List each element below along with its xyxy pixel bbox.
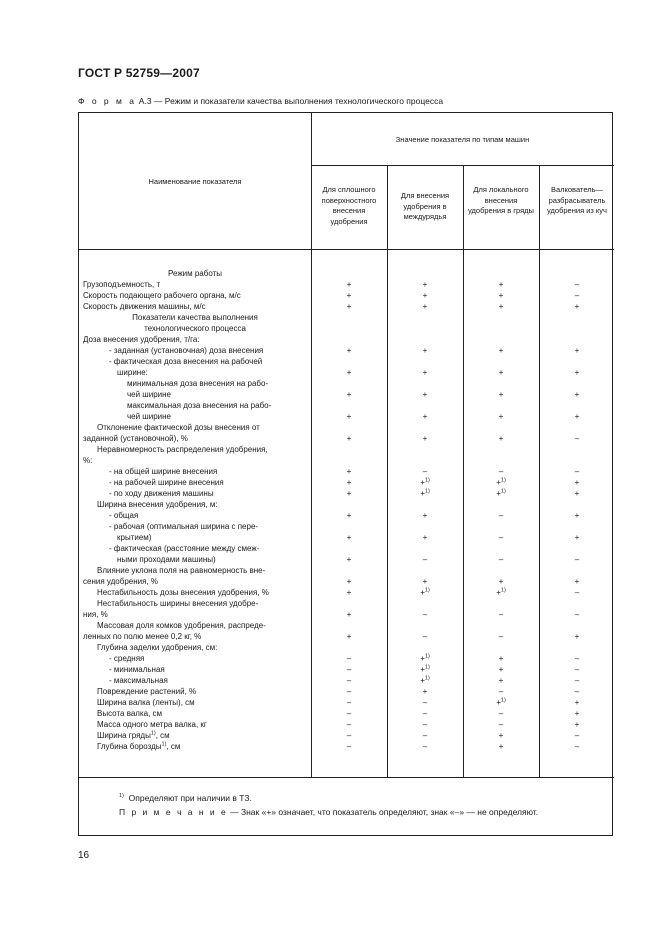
indicator-value: – [422,731,428,740]
indicator-label: минимальная доза внесения на рабо- [127,379,269,388]
table-row [79,301,614,312]
indicator-label: - по ходу движения машины [109,489,214,498]
indicator-label: Глубина заделки удобрения, см: [97,643,218,652]
indicator-value: + [346,632,352,641]
indicator-label: максимальная доза внесения на рабо- [127,401,272,410]
indicator-value: + [498,302,504,311]
indicator-value: + [422,533,428,542]
indicator-value: +$^{1)}$ [420,477,430,487]
table-row [79,675,614,686]
indicator-value: – [574,676,580,685]
indicator-value: + [498,346,504,355]
indicator-label: Ширина гряды$^{1)}$, см [97,730,170,740]
indicator-value: – [498,687,504,696]
indicator-value: + [574,533,580,542]
indicator-value: + [346,511,352,520]
indicator-label: Отклонение фактической дозы внесения от [97,423,260,432]
table-row [79,499,614,510]
indicator-value: – [422,555,428,564]
indicator-label: ленных по полю менее 0,2 кг, % [83,632,202,641]
table-row [79,323,614,334]
indicator-value: + [346,610,352,619]
indicator-label: Глубина борозды$^{1)}$, см [97,741,181,751]
indicator-value: + [574,412,580,421]
indicator-value: +$^{1)}$ [420,653,430,663]
table-row [79,312,614,323]
indicator-value: +$^{1)}$ [420,488,430,498]
section-heading: технологического процесса [144,324,246,333]
indicator-value: – [574,588,580,597]
indicator-label: - максимальная [109,676,168,685]
table-row [79,334,614,345]
table-row [79,400,614,411]
column-header-indicator-name: Наименование показателя [148,177,242,186]
indicator-value: + [498,434,504,443]
note-text: — Знак «+» означает, что показатель определяют, знак «–» — не определяют. [227,807,539,817]
indicator-value: – [498,632,504,641]
indicator-value: + [498,577,504,586]
table-row [79,433,614,444]
indicator-label: - рабочая (оптимальная ширина с пере- [109,522,259,531]
indicator-value: + [574,390,580,399]
indicator-value: – [498,533,504,542]
table-row [79,741,614,752]
indicator-value: – [498,709,504,718]
indicator-value: – [346,665,352,674]
indicator-label: - средняя [109,654,145,663]
indicator-value: + [346,368,352,377]
indicator-value: +$^{1)}$ [420,675,430,685]
column-group-header: Значение показателя по типам машин [395,135,530,144]
table-row [79,631,614,642]
table-row [79,510,614,521]
indicator-label: Массовая доля комков удобрения, распреде- [97,621,266,630]
indicator-label: сения удобрения, % [83,577,158,586]
section-heading: Показатели качества выполнения [132,313,258,322]
indicator-label: - на общей ширине внесения [109,467,218,476]
indicator-value: + [346,434,352,443]
indicator-value: +$^{1)}$ [420,587,430,597]
indicator-value: + [346,478,352,487]
indicator-value: + [422,346,428,355]
footnote [119,793,252,803]
table-row [79,389,614,400]
indicator-value: + [346,280,352,289]
indicator-value: + [574,698,580,707]
table-row [79,587,614,598]
indicator-value: + [498,368,504,377]
table-row [79,576,614,587]
indicator-label: Грузоподъемность, т [83,280,161,289]
table-row [79,730,614,741]
indicator-value: + [346,555,352,564]
indicator-value: + [498,390,504,399]
table-row [79,290,614,301]
indicator-value: – [422,709,428,718]
table-row [79,609,614,620]
indicator-label: ширине: [117,368,148,377]
indicator-label: Нестабильность дозы внесения удобрения, % [97,588,269,597]
indicator-value: – [574,742,580,751]
quality-indicators-table [78,112,613,836]
indicator-value: + [422,302,428,311]
indicator-label: Скорость движения машины, м/с [83,302,206,311]
indicator-value: + [422,434,428,443]
table-row [79,477,614,488]
indicator-value: + [346,533,352,542]
indicator-value: – [498,720,504,729]
indicator-value: + [574,346,580,355]
indicator-value: +$^{1)}$ [496,488,506,498]
indicator-value: – [574,280,580,289]
column-header-continuous: Для сплошного поверхностного внесения удобрения [321,185,377,226]
indicator-value: – [346,720,352,729]
indicator-value: – [498,467,504,476]
indicator-value: + [422,412,428,421]
indicator-value: + [498,412,504,421]
column-header-local-beds: Для локального внесения удобрения в гряды [468,185,534,215]
indicator-value: + [422,368,428,377]
indicator-label: - общая [109,511,139,520]
indicator-value: – [346,687,352,696]
indicator-value: – [574,467,580,476]
indicator-value: – [422,720,428,729]
indicator-value: + [422,511,428,520]
indicator-value: + [346,291,352,300]
table-row [79,686,614,697]
indicator-label: - минимальная [109,665,165,674]
table-row [79,466,614,477]
indicator-value: + [498,676,504,685]
indicator-value: + [422,390,428,399]
indicator-label: Влияние уклона поля на равномерность вне- [97,566,266,575]
indicator-value: – [574,731,580,740]
table-row [79,444,614,455]
indicator-value: – [422,698,428,707]
table-row [79,664,614,675]
indicator-value: + [346,467,352,476]
indicator-value: – [422,632,428,641]
indicator-value: + [498,280,504,289]
indicator-value: – [498,555,504,564]
indicator-value: – [498,610,504,619]
indicator-value: + [574,511,580,520]
indicator-value: – [422,742,428,751]
table-row [79,708,614,719]
indicator-value: – [574,654,580,663]
indicator-value: – [574,610,580,619]
table-row [79,620,614,631]
indicator-label: Масса одного метра валка, кг [97,720,207,729]
indicator-value: – [346,709,352,718]
indicator-label: крытием) [117,533,152,542]
indicator-value: – [574,434,580,443]
indicator-value: +$^{1)}$ [420,664,430,674]
indicator-value: + [574,709,580,718]
table-row [79,378,614,389]
indicator-value: – [346,742,352,751]
column-header-interrow: Для внесения удобрения в междурядья [400,191,450,221]
indicator-value: + [574,489,580,498]
document-title: ГОСТ Р 52759—2007 [78,66,200,80]
form-label: Ф о р м а [78,96,137,106]
indicator-label: %: [83,456,93,465]
table-row [79,642,614,653]
table-row [79,565,614,576]
indicator-value: + [346,390,352,399]
indicator-value: +$^{1)}$ [496,697,506,707]
indicator-value: – [346,676,352,685]
table-row [79,411,614,422]
table-row [79,279,614,290]
indicator-label: - фактическая доза внесения на рабочей [109,357,263,366]
table-row [79,422,614,433]
note-label: П р и м е ч а н и е [119,807,228,817]
indicator-label: Доза внесения удобрения, т/га: [83,335,200,344]
indicator-value: + [346,302,352,311]
indicator-label: Скорость подающего рабочего органа, м/с [83,291,241,300]
indicator-label: заданной (установочной), % [83,434,188,443]
footnote-text: Определяют при наличии в ТЗ. [128,793,252,803]
table-row [79,488,614,499]
table-row [79,697,614,708]
indicator-value: + [574,720,580,729]
indicator-value: +$^{1)}$ [496,587,506,597]
indicator-value: – [574,291,580,300]
table-row [79,719,614,730]
column-header-windrower: Валкователь—разбрасыватель удобрения из куч [547,185,607,215]
indicator-value: + [422,280,428,289]
indicator-value: – [574,687,580,696]
table-row [79,268,614,279]
indicator-value: – [422,467,428,476]
table-row [79,356,614,367]
table-row [79,455,614,466]
indicator-value: + [574,577,580,586]
table-row [79,554,614,565]
indicator-value: + [574,368,580,377]
indicator-label: - на рабочей ширине внесения [109,478,224,487]
indicator-value: + [498,742,504,751]
indicator-value: + [346,346,352,355]
indicator-value: – [346,654,352,663]
indicator-label: ными проходами машины) [117,555,216,564]
indicator-value: – [422,610,428,619]
indicator-label: Неравномерность распределения удобрения, [97,445,268,454]
indicator-value: + [422,687,428,696]
table-row [79,653,614,664]
indicator-value: + [574,632,580,641]
indicator-value: – [574,665,580,674]
indicator-label: чей ширине [127,390,171,399]
table-row [79,598,614,609]
indicator-label: Ширина внесения удобрения, м: [97,500,218,509]
indicator-label: чей ширине [127,412,171,421]
indicator-value: + [346,489,352,498]
indicator-value: + [346,577,352,586]
table-row [79,543,614,554]
form-caption [78,96,443,106]
indicator-value: – [498,511,504,520]
indicator-value: +$^{1)}$ [496,477,506,487]
form-caption-text: А.3 — Режим и показатели качества выполнения технологического процесса [136,96,444,106]
indicator-value: + [422,577,428,586]
indicator-value: – [574,555,580,564]
section-heading: Режим работы [167,269,223,278]
table-row [79,521,614,532]
indicator-label: Нестабильность ширины внесения удобре- [97,599,259,608]
indicator-value: + [498,654,504,663]
indicator-value: + [498,291,504,300]
indicator-value: – [346,698,352,707]
footnote-marker: 1) [119,793,124,800]
table-row [79,345,614,356]
table-row [79,367,614,378]
indicator-value: + [346,412,352,421]
indicator-label: Ширина валка (ленты), см [97,698,195,707]
indicator-value: + [422,291,428,300]
indicator-label: Повреждение растений, % [97,687,197,696]
indicator-value: + [574,478,580,487]
indicator-value: + [498,731,504,740]
table-note [119,807,538,817]
indicator-value: – [346,731,352,740]
page-number: 16 [78,850,90,861]
indicator-label: ния, % [83,610,108,619]
indicator-label: - заданная (установочная) доза внесения [109,346,264,355]
indicator-value: + [346,588,352,597]
indicator-label: - фактическая (расстояние между смеж- [109,544,260,553]
indicator-value: + [498,665,504,674]
table-row [79,532,614,543]
indicator-value: + [574,302,580,311]
indicator-label: Высота валка, см [97,709,163,718]
